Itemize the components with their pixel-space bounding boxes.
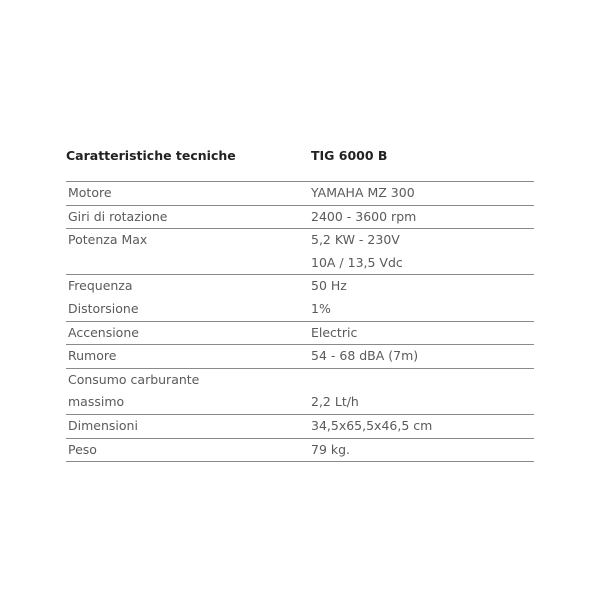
- spec-label: Dimensioni: [68, 417, 138, 433]
- spec-label: Accensione: [68, 324, 139, 340]
- spec-label: Peso: [68, 441, 97, 457]
- spec-value: 79 kg.: [311, 441, 351, 457]
- spec-row-frequenza: [66, 275, 534, 298]
- spec-row-peso: [66, 439, 534, 463]
- spec-value: [311, 229, 534, 274]
- spec-value-line: 10A / 13,5 Vdc: [311, 254, 403, 270]
- spec-value: 34,5x65,5x46,5 cm: [311, 417, 433, 433]
- spec-row-potenza: [66, 229, 534, 275]
- spec-header-label: Caratteristiche tecniche: [66, 147, 236, 163]
- spec-row-dimensioni: [66, 415, 534, 439]
- spec-value: 50 Hz: [311, 278, 347, 294]
- spec-row-distorsione: [66, 298, 534, 322]
- spec-label: Distorsione: [68, 300, 139, 316]
- spec-row-motore: [66, 182, 534, 206]
- spec-value: 54 - 68 dBA (7m): [311, 348, 419, 364]
- spec-value: YAMAHA MZ 300: [311, 185, 415, 200]
- spec-row-rumore: [66, 345, 534, 369]
- spec-value: 2400 - 3600 rpm: [311, 208, 417, 224]
- spec-label: Potenza Max: [68, 232, 148, 248]
- spec-label-line: Consumo carburante: [68, 371, 200, 387]
- spec-value-line: 5,2 KW - 230V: [311, 232, 400, 248]
- spec-label: Frequenza: [68, 278, 133, 294]
- spec-value-line: 2,2 Lt/h: [311, 394, 359, 410]
- spec-sheet: [66, 143, 534, 462]
- spec-label-line: massimo: [68, 394, 125, 410]
- spec-table: [66, 181, 534, 462]
- spec-value: [311, 369, 534, 414]
- spec-label: Rumore: [68, 348, 117, 364]
- spec-header-model: TIG 6000 B: [311, 147, 388, 163]
- spec-header: [66, 143, 534, 167]
- spec-row-giri: [66, 206, 534, 230]
- spec-row-accensione: [66, 322, 534, 346]
- spec-row-consumo: [66, 369, 534, 415]
- spec-value: Electric: [311, 324, 358, 340]
- spec-value: 1%: [311, 300, 331, 316]
- spec-label: [66, 369, 311, 414]
- spec-label: Motore: [68, 185, 112, 200]
- spec-label: Giri di rotazione: [68, 208, 168, 224]
